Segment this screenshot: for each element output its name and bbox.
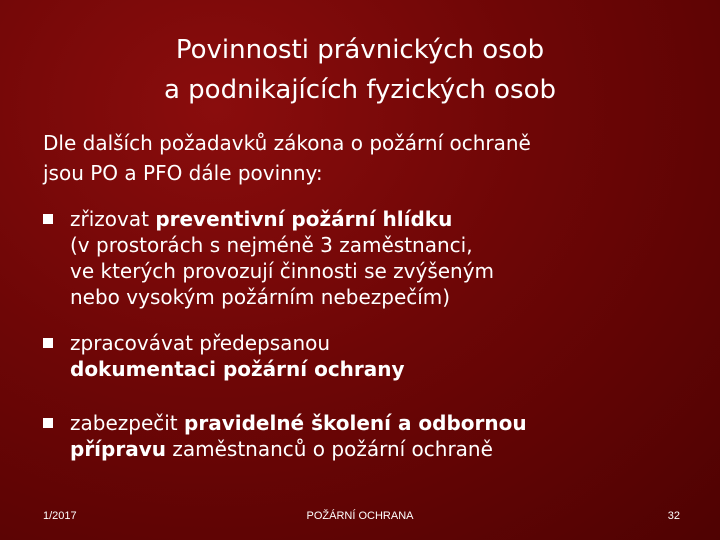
bullet-text: zaměstnanců o požární ochraně [166,437,493,461]
bullet-line: nebo vysokým požárním nebezpečím) [70,285,451,309]
bullet-line [70,206,683,232]
bullet-item-training [43,410,683,462]
bullet-emphasis: přípravu [70,437,166,461]
intro-line-1: Dle dalších požadavků zákona o požární ochraně [43,131,531,155]
bullet-line: (v prostorách s nejméně 3 zaměstnanci, [70,233,473,257]
bullet-text: zabezpečit [70,411,185,435]
square-bullet-icon [43,214,53,224]
slide-title-line-1: Povinnosti právnických osob [175,35,545,65]
footer-title: POŽÁRNÍ OCHRANA [306,510,414,522]
bullet-emphasis: preventivní požární hlídku [155,207,453,231]
bullet-emphasis: pravidelné školení a odbornou [184,411,527,435]
square-bullet-icon [43,418,53,428]
bullet-line: zpracovávat předepsanou [70,331,331,355]
bullet-line [70,436,683,462]
square-bullet-icon [43,338,53,348]
bullet-list [43,206,683,462]
bullet-item-documentation [43,330,683,382]
footer-date: 1/2017 [43,510,77,522]
bullet-emphasis: dokumentaci požární ochrany [70,357,405,381]
bullet-line: ve kterých provozují činnosti se zvýšeným [70,259,495,283]
footer-page-number: 32 [667,510,680,522]
bullet-line [70,410,683,436]
intro-line-2: jsou PO a PFO dále povinny: [43,161,323,185]
slide-title [80,30,640,110]
slide-title-line-2: a podnikajících fyzických osob [163,75,557,105]
bullet-item-fire-watch [43,206,683,310]
bullet-text: zřizovat [70,207,156,231]
intro-paragraph [43,128,693,188]
